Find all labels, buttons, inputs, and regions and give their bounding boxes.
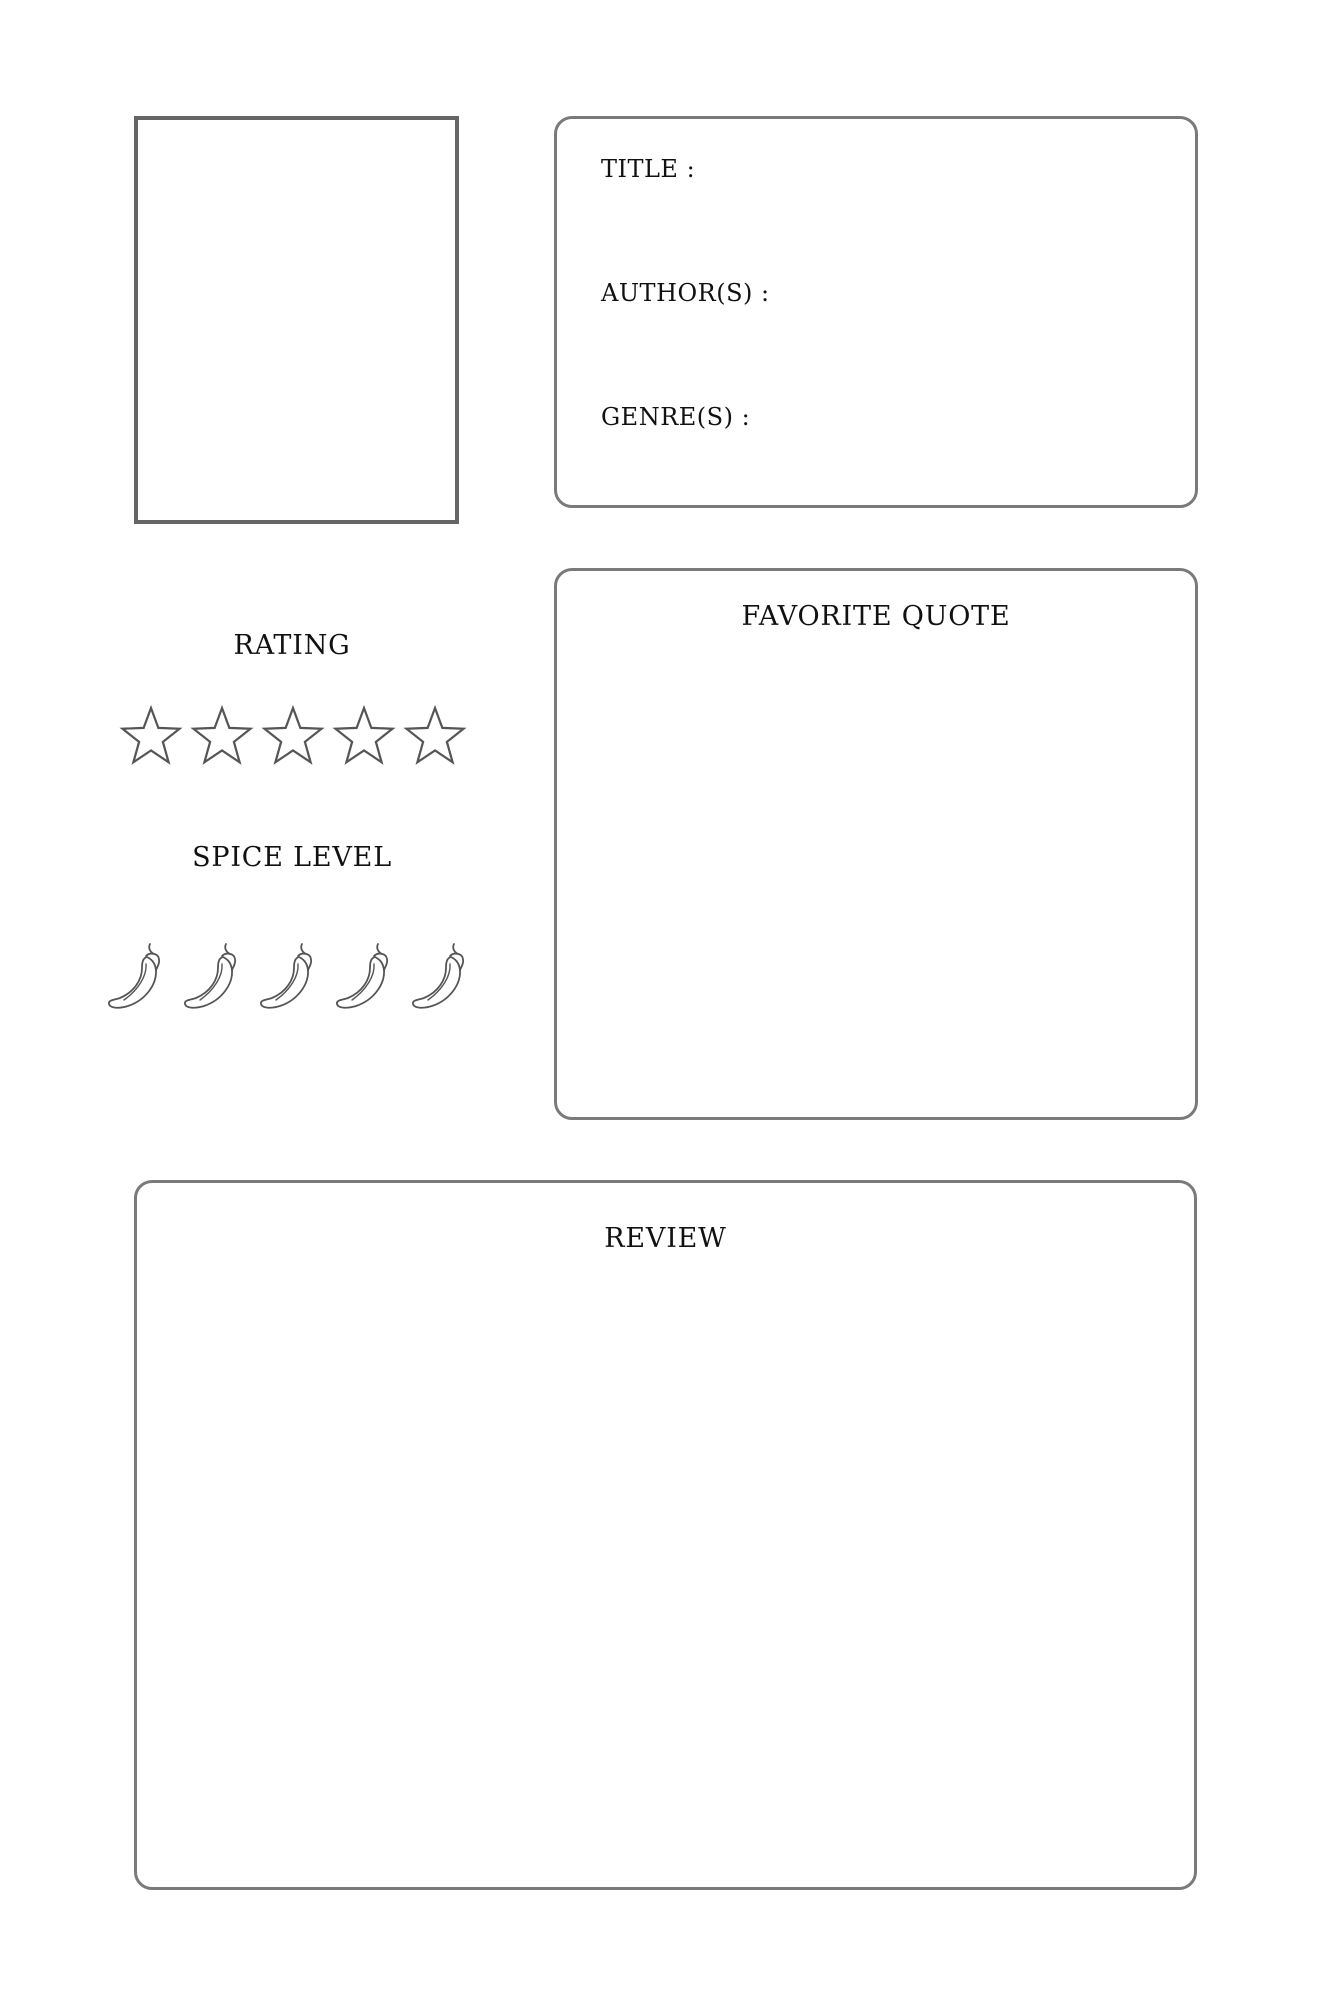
chili-pepper-icon[interactable] [258, 940, 320, 1014]
chili-pepper-icon[interactable] [182, 940, 244, 1014]
chili-pepper-icon[interactable] [410, 940, 472, 1014]
star-icon[interactable] [331, 704, 397, 770]
spice-level-rating[interactable] [106, 940, 486, 1014]
book-cover-placeholder[interactable] [134, 116, 459, 524]
review-box[interactable] [134, 1180, 1197, 1890]
review-heading: REVIEW [604, 1223, 727, 1254]
title-label: TITLE : [601, 155, 696, 183]
author-label: AUTHOR(S) : [601, 279, 770, 307]
favorite-quote-box[interactable] [554, 568, 1198, 1120]
genre-label: GENRE(S) : [601, 403, 751, 431]
chili-pepper-icon[interactable] [106, 940, 168, 1014]
star-icon[interactable] [118, 704, 184, 770]
spice-level-heading: SPICE LEVEL [192, 842, 392, 873]
star-icon[interactable] [189, 704, 255, 770]
star-icon[interactable] [402, 704, 468, 770]
book-info-box [554, 116, 1198, 508]
favorite-quote-heading: FAVORITE QUOTE [741, 601, 1011, 632]
star-rating[interactable] [118, 704, 468, 770]
star-icon[interactable] [260, 704, 326, 770]
rating-heading: RATING [233, 630, 351, 661]
chili-pepper-icon[interactable] [334, 940, 396, 1014]
